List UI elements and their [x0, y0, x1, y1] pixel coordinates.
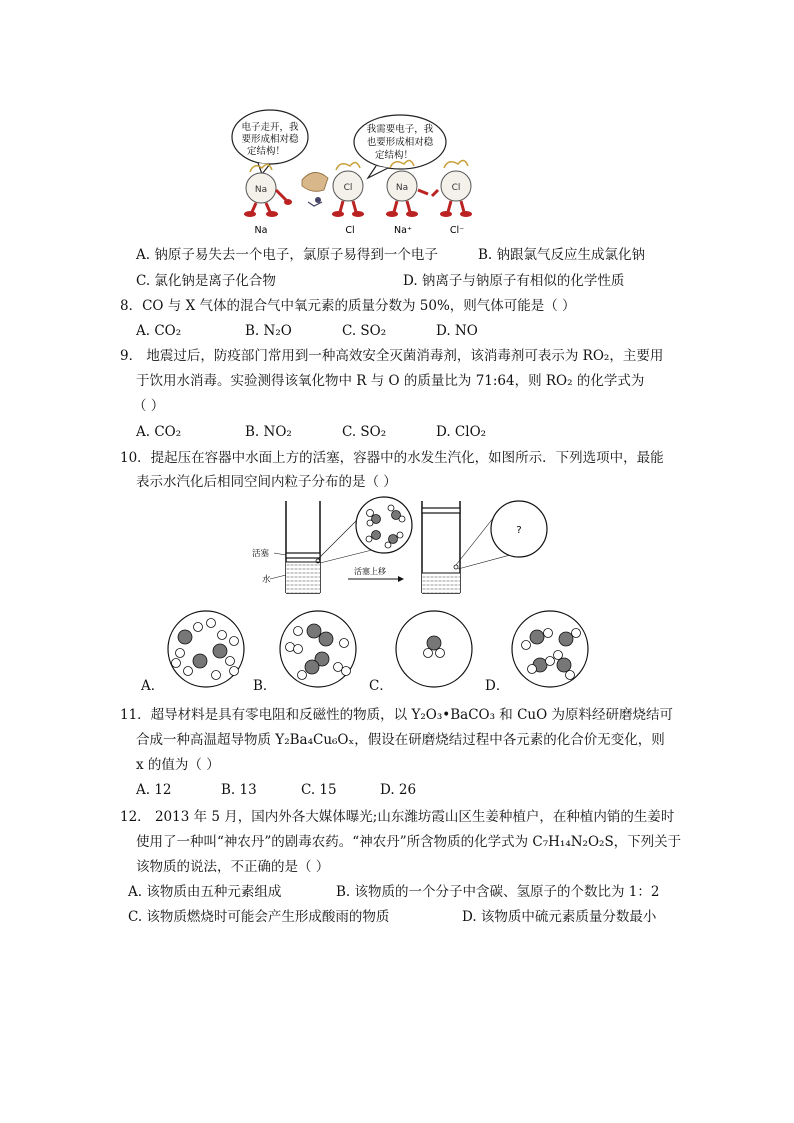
q11-option-b: B. 13	[221, 782, 257, 798]
q12-option-c: C. 该物质燃烧时可能会产生形成酸雨的物质	[128, 909, 390, 925]
svg-text:Cl: Cl	[343, 183, 353, 193]
q12-stem-line-3: 该物质的说法，不正确的是（ ）	[136, 859, 330, 875]
q11-option-a: A. 12	[136, 782, 172, 798]
q8-option-b: B. N₂O	[245, 323, 292, 339]
q7-cartoon-figure	[228, 108, 488, 240]
q9-option-b: B. NO₂	[245, 424, 292, 440]
magnified-circle-water	[356, 497, 412, 553]
q9-option-a: A. CO₂	[136, 424, 182, 440]
bubble-left-line-3: 定结构！	[246, 146, 286, 157]
label-piston-moves-up: 活塞上移	[354, 567, 386, 576]
label-cl-ion: Cl⁻	[449, 225, 465, 236]
q10-stem-line-2: 表示水汽化后相同空间内粒子分布的是（ ）	[136, 474, 397, 490]
choice-d-label: D．	[485, 678, 510, 694]
q11-option-c: C. 15	[301, 782, 337, 798]
q7-option-a: A. 钠原子易失去一个电子，氯原子易得到一个电子	[136, 247, 438, 263]
q12-stem-line-1: 12． 2013 年 5 月，国内外各大媒体曝光;山东潍坊霞山区生姜种植户，在种植内销的生姜时	[120, 809, 675, 825]
svg-text:Na: Na	[254, 185, 268, 195]
choice-d-circle	[512, 611, 588, 687]
bubble-left-line-1: 电子走开，我	[241, 122, 299, 133]
q9-stem-line-2: 于饮用水消毒。实验测得该氧化物中 R 与 O 的质量比为 71:64，则 RO₂ 的化学式为	[136, 373, 645, 389]
q9-option-c: C. SO₂	[342, 424, 387, 440]
q7-option-c: C. 氯化钠是离子化合物	[136, 273, 276, 289]
label-piston: 活塞	[252, 549, 270, 559]
label-water: 水	[262, 575, 271, 585]
label-na: Na	[254, 225, 268, 236]
q11-option-d: D. 26	[380, 782, 417, 798]
choice-a-label: A．	[141, 678, 165, 694]
svg-text:Cl: Cl	[451, 183, 461, 193]
q12-option-a: A. 该物质由五种元素组成	[128, 884, 282, 900]
choice-c-label: C．	[369, 678, 393, 694]
choice-a-circle	[168, 611, 244, 687]
q9-option-d: D. ClO₂	[436, 424, 487, 440]
q9-stem-line-1: 9． 地震过后，防疫部门常用到一种高效安全灭菌消毒剂，该消毒剂可表示为 RO₂，主要用	[120, 348, 664, 364]
svg-text:Na: Na	[395, 183, 409, 193]
bubble-right-line-2: 也要形成相对稳	[366, 137, 434, 148]
q8-option-c: C. SO₂	[342, 323, 387, 339]
q9-stem-line-3: （ ）	[133, 398, 165, 414]
bubble-right-line-1: 我需要电子，我	[366, 124, 434, 135]
q7-option-d: D. 钠离子与钠原子有相似的化学性质	[403, 273, 625, 289]
cl-atom-character	[332, 162, 364, 217]
q8-option-d: D. NO	[436, 323, 478, 339]
question-mark: ?	[516, 525, 522, 536]
q12-option-b: B. 该物质的一个分子中含碳、氢原子的个数比为 1：2	[336, 884, 660, 900]
bubble-right-line-3: 定结构！	[374, 150, 414, 161]
q8-option-a: A. CO₂	[136, 323, 182, 339]
q11-stem-line-1: 11．超导材料是具有零电阻和反磁性的物质，以 Y₂O₃•BaCO₃ 和 CuO 为原料经研磨烧结可	[120, 707, 673, 723]
q12-stem-line-2: 使用了一种叫“神农丹”的剧毒农药。“神农丹”所含物质的化学式为 C₇H₁₄N₂O₂S，下列关于	[136, 834, 682, 850]
choice-b-label: B．	[253, 678, 277, 694]
q7-option-b: B. 钠跟氯气反应生成氯化钠	[478, 247, 646, 263]
na-atom-character	[244, 164, 292, 217]
electron-dot	[315, 197, 321, 203]
q10-experiment-diagram	[248, 495, 558, 605]
label-cl: Cl	[345, 225, 355, 236]
cl-ion-character	[432, 160, 472, 217]
q8-stem: 8．CO 与 X 气体的混合气中氧元素的质量分数为 50%，则气体可能是（ ）	[120, 298, 576, 314]
q11-stem-line-3: x 的值为（ ）	[136, 757, 220, 773]
q12-option-d: D. 该物质中硫元素质量分数最小	[462, 909, 657, 925]
choice-b-circle	[280, 611, 356, 687]
label-na-ion: Na⁺	[394, 225, 412, 236]
bubble-left-line-2: 要形成相对稳	[241, 134, 299, 145]
choice-c-circle	[396, 611, 472, 687]
q10-stem-line-1: 10．提起压在容器中水面上方的活塞，容器中的水发生汽化，如图所示．下列选项中，最能	[120, 450, 664, 466]
q11-stem-line-2: 合成一种高温超导物质 Y₂Ba₄Cu₆Oₓ，假设在研磨烧结过程中各元素的化合价无变化，则	[136, 732, 665, 748]
